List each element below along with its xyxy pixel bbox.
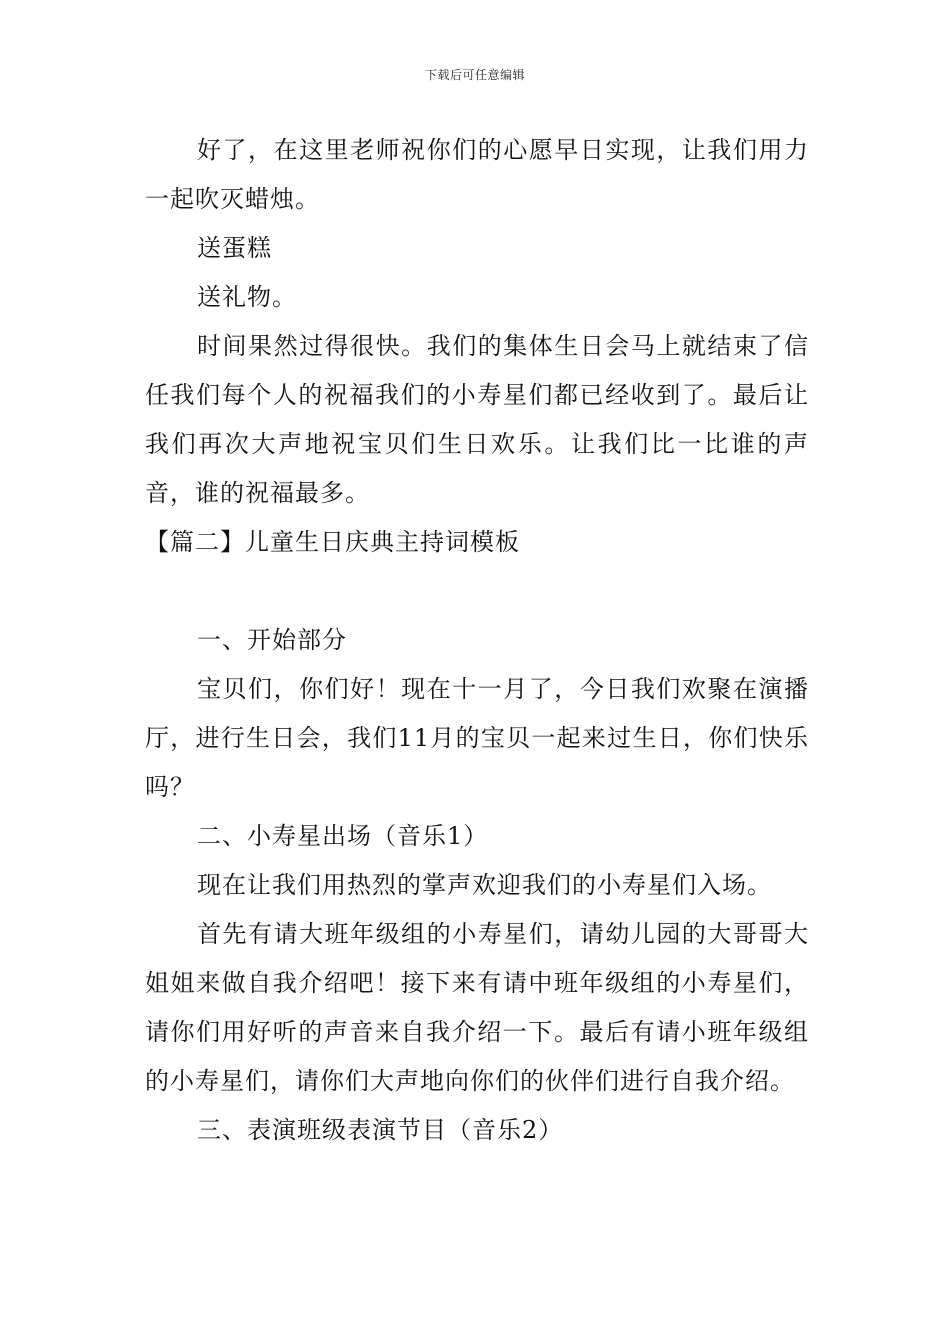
paragraph-greeting: 宝贝们，你们好！现在十一月了，今日我们欢聚在演播厅，进行生日会，我们11月的宝贝一起来过生日，你们快乐吗？ (145, 675, 809, 801)
paragraph-welcome: 现在让我们用热烈的掌声欢迎我们的小寿星们入场。 (197, 871, 772, 899)
heading-entrance: 二、小寿星出场（音乐1） (197, 822, 489, 850)
blank-line (145, 567, 809, 616)
paragraph-introductions: 首先有请大班年级组的小寿星们，请幼儿园的大哥哥大姐姐来做自我介绍吧！接下来有请中班年级组的小寿星们，请你们用好听的声音来自我介绍一下。最后有请小班年级组的小寿星们，请你们大声地向你们的伙伴们进行自我介绍。 (145, 920, 809, 1095)
paragraph-cake: 送蛋糕 (197, 234, 272, 262)
heading-opening: 一、开始部分 (197, 626, 347, 654)
header-note: 下载后可任意编辑 (424, 68, 525, 82)
section-title: 【篇二】儿童生日庆典主持词模板 (145, 528, 520, 556)
paragraph-candles: 好了，在这里老师祝你们的心愿早日实现，让我们用力一起吹灭蜡烛。 (145, 136, 809, 213)
document-body (145, 126, 809, 1155)
heading-performance: 三、表演班级表演节目（音乐2） (197, 1116, 564, 1144)
paragraph-gifts: 送礼物。 (197, 283, 297, 311)
paragraph-closing: 时间果然过得很快。我们的集体生日会马上就结束了信任我们每个人的祝福我们的小寿星们都已经收到了。最后让我们再次大声地祝宝贝们生日欢乐。让我们比一比谁的声音，谁的祝福最多。 (145, 332, 809, 507)
